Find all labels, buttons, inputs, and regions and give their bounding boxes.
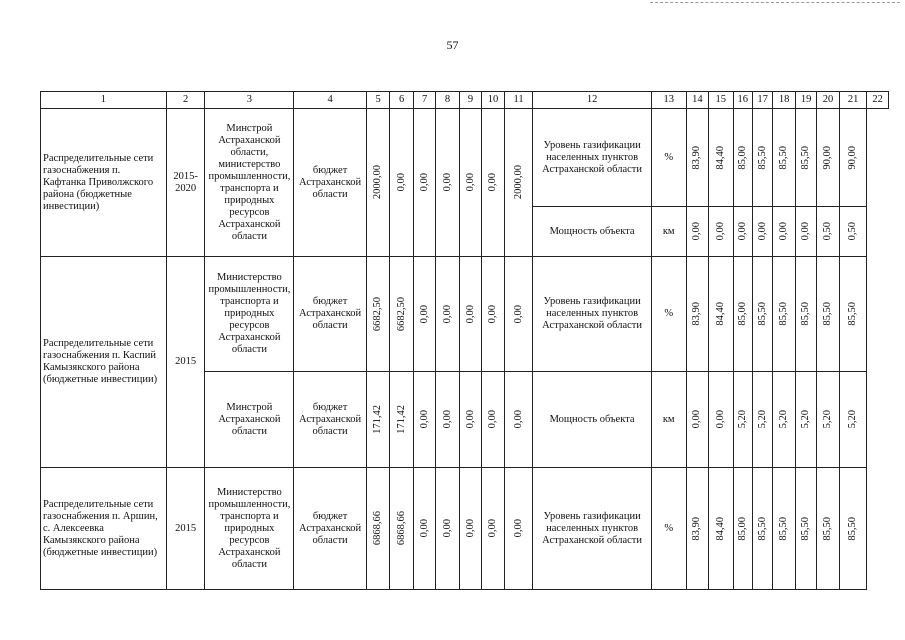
indicator-unit: %: [651, 468, 686, 590]
executor-cell: Минстрой Астраханской области: [205, 372, 294, 468]
indicator-value: 85,50: [839, 468, 867, 590]
finance-cell: 0,00: [482, 109, 504, 257]
finance-cell: 171,42: [390, 372, 413, 468]
header-cell: 16: [733, 92, 752, 109]
indicator-value: 0,00: [686, 207, 708, 257]
indicator-value: 5,20: [773, 372, 795, 468]
header-cell: 14: [686, 92, 708, 109]
finance-cell: 0,00: [459, 468, 481, 590]
header-cell: 7: [413, 92, 435, 109]
header-cell: 9: [459, 92, 481, 109]
indicator-name: Мощность объекта: [533, 207, 652, 257]
indicator-value: 83,90: [686, 257, 708, 372]
indicator-value: 0,00: [709, 207, 734, 257]
executor-cell: Минстрой Астраханской области, министерство промышленности, транспорта и природных ресурсов Астраханской области: [205, 109, 294, 257]
years-cell: 2015-2020: [166, 109, 205, 257]
indicator-value: 5,20: [795, 372, 816, 468]
header-cell: 4: [294, 92, 367, 109]
funding-source: бюджет Астраханской области: [294, 257, 367, 372]
indicator-value: 85,50: [773, 109, 795, 207]
finance-cell: 0,00: [413, 372, 435, 468]
finance-cell: 2000,00: [366, 109, 389, 257]
page-number: 57: [446, 38, 459, 52]
indicator-value: 5,20: [817, 372, 839, 468]
funding-source: бюджет Астраханской области: [294, 372, 367, 468]
finance-cell: 0,00: [504, 468, 533, 590]
table-row: [41, 109, 889, 207]
finance-cell: 0,00: [390, 109, 413, 257]
funding-source: бюджет Астраханской области: [294, 468, 367, 590]
indicator-value: 5,20: [839, 372, 867, 468]
finance-cell: 0,00: [413, 257, 435, 372]
finance-cell: 0,00: [459, 109, 481, 257]
scan-artifact-line: [650, 2, 900, 4]
funding-source: бюджет Астраханской области: [294, 109, 367, 257]
indicator-name: Уровень газификации населенных пунктов Астраханской области: [533, 109, 652, 207]
finance-cell: 6868,66: [366, 468, 389, 590]
indicator-value: 85,50: [795, 257, 816, 372]
indicator-value: 5,20: [733, 372, 752, 468]
indicator-value: 0,00: [709, 372, 734, 468]
header-cell: 18: [773, 92, 795, 109]
header-cell: 2: [166, 92, 205, 109]
header-cell: 10: [482, 92, 504, 109]
executor-cell: Министерство промышленности, транспорта и природных ресурсов Астраханской области: [205, 257, 294, 372]
header-row: [41, 92, 889, 109]
object-name: Распределительные сети газоснабжения п. Кафтанка Приволжского района (бюджетные инвестиции): [41, 109, 167, 257]
header-cell: 1: [41, 92, 167, 109]
finance-cell: 0,00: [504, 257, 533, 372]
indicator-value: 85,00: [733, 468, 752, 590]
finance-cell: 0,00: [504, 372, 533, 468]
indicator-value: 85,50: [795, 109, 816, 207]
indicator-name: Уровень газификации населенных пунктов Астраханской области: [533, 468, 652, 590]
indicator-value: 0,00: [795, 207, 816, 257]
header-cell: 19: [795, 92, 816, 109]
header-cell: 20: [817, 92, 839, 109]
indicator-value: 83,90: [686, 468, 708, 590]
finance-cell: 171,42: [366, 372, 389, 468]
finance-cell: 6868,66: [390, 468, 413, 590]
finance-cell: 0,00: [459, 372, 481, 468]
indicator-value: 84,40: [709, 109, 734, 207]
object-name: Распределительные сети газоснабжения п. Аршин, с. Алексеевка Камызякского района (бюджетные инвестиции): [41, 468, 167, 590]
indicator-value: 0,00: [773, 207, 795, 257]
indicator-value: 90,00: [817, 109, 839, 207]
header-cell: 5: [366, 92, 389, 109]
finance-cell: 6682,50: [366, 257, 389, 372]
finance-cell: 0,00: [436, 257, 459, 372]
indicator-unit: %: [651, 257, 686, 372]
table-row: [41, 257, 889, 372]
indicator-value: 85,50: [839, 257, 867, 372]
indicator-value: 83,90: [686, 109, 708, 207]
indicator-value: 85,50: [773, 468, 795, 590]
indicator-value: 0,00: [686, 372, 708, 468]
indicator-unit: %: [651, 109, 686, 207]
indicator-value: 85,50: [773, 257, 795, 372]
indicator-value: 0,00: [733, 207, 752, 257]
indicator-value: 90,00: [839, 109, 867, 207]
years-cell: 2015: [166, 257, 205, 468]
indicator-name: Уровень газификации населенных пунктов Астраханской области: [533, 257, 652, 372]
header-cell: 22: [867, 92, 889, 109]
header-cell: 6: [390, 92, 413, 109]
finance-cell: 0,00: [482, 257, 504, 372]
header-cell: 12: [533, 92, 652, 109]
executor-cell: Министерство промышленности, транспорта и природных ресурсов Астраханской области: [205, 468, 294, 590]
program-table: [40, 91, 889, 590]
indicator-value: 85,50: [817, 257, 839, 372]
header-cell: 21: [839, 92, 867, 109]
indicator-value: 85,50: [752, 468, 772, 590]
object-name: Распределительные сети газоснабжения п. Каспий Камызякского района (бюджетные инвестиции): [41, 257, 167, 468]
years-cell: 2015: [166, 468, 205, 590]
header-cell: 11: [504, 92, 533, 109]
indicator-unit: км: [651, 372, 686, 468]
finance-cell: 0,00: [436, 109, 459, 257]
indicator-value: 84,40: [709, 257, 734, 372]
indicator-value: 85,00: [733, 109, 752, 207]
header-cell: 17: [752, 92, 772, 109]
indicator-value: 5,20: [752, 372, 772, 468]
finance-cell: 0,00: [413, 109, 435, 257]
finance-cell: 2000,00: [504, 109, 533, 257]
header-cell: 13: [651, 92, 686, 109]
indicator-value: 84,40: [709, 468, 734, 590]
finance-cell: 0,00: [436, 372, 459, 468]
finance-cell: 0,00: [482, 372, 504, 468]
header-cell: 3: [205, 92, 294, 109]
finance-cell: 0,00: [459, 257, 481, 372]
indicator-value: 85,50: [752, 109, 772, 207]
indicator-value: 85,50: [795, 468, 816, 590]
finance-cell: 0,00: [482, 468, 504, 590]
indicator-value: 0,50: [839, 207, 867, 257]
table-row: [41, 468, 889, 590]
finance-cell: 0,00: [413, 468, 435, 590]
indicator-value: 85,00: [733, 257, 752, 372]
indicator-value: 0,50: [817, 207, 839, 257]
indicator-name: Мощность объекта: [533, 372, 652, 468]
header-cell: 8: [436, 92, 459, 109]
indicator-value: 0,00: [752, 207, 772, 257]
header-cell: 15: [709, 92, 734, 109]
indicator-unit: км: [651, 207, 686, 257]
finance-cell: 0,00: [436, 468, 459, 590]
finance-cell: 6682,50: [390, 257, 413, 372]
indicator-value: 85,50: [817, 468, 839, 590]
indicator-value: 85,50: [752, 257, 772, 372]
